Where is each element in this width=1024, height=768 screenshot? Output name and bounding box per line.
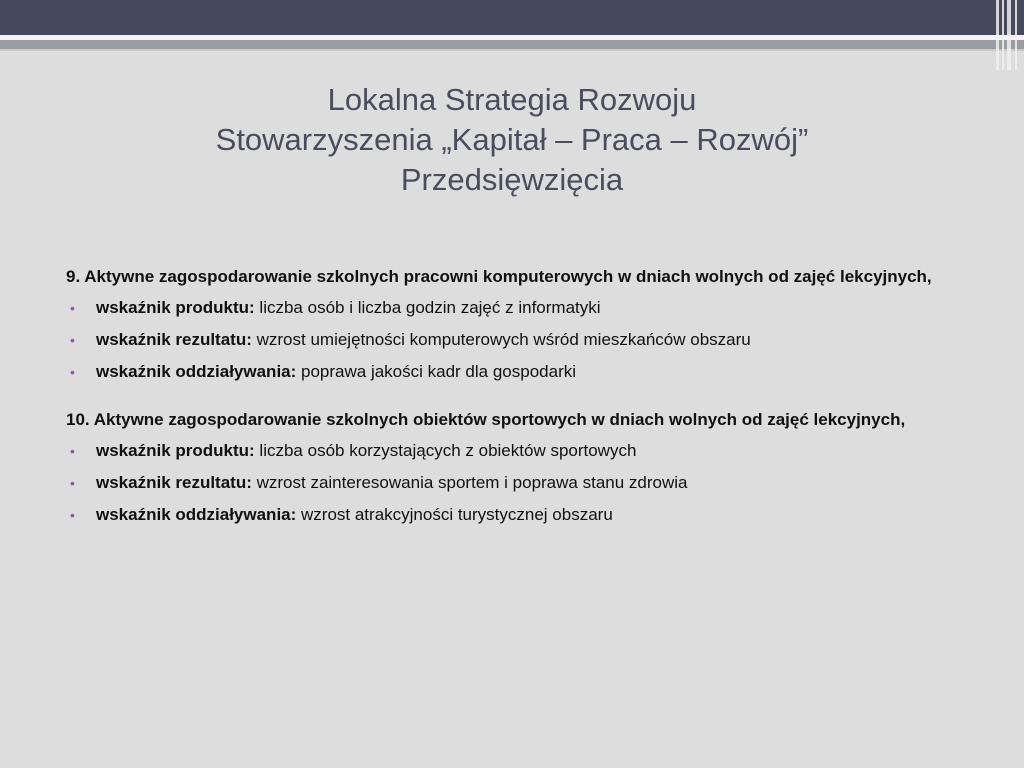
- section-heading-10: 10. Aktywne zagospodarowanie szkolnych obiektów sportowych w dniach wolnych od zajęć lekcyjnych,: [66, 410, 906, 429]
- bullet-label: wskaźnik rezultatu:: [96, 473, 252, 492]
- bullet-text: liczba osób korzystających z obiektów sportowych: [259, 441, 637, 460]
- corner-stripes-decoration: [994, 0, 1024, 70]
- bullet-item: [66, 329, 966, 351]
- bullet-text: liczba osób i liczba godzin zajęć z informatyki: [259, 298, 601, 317]
- bullet-dot-icon: •: [70, 507, 75, 523]
- bullet-text: poprawa jakości kadr dla gospodarki: [301, 362, 577, 381]
- bullet-dot-icon: •: [70, 443, 75, 459]
- bullet-text: wzrost umiejętności komputerowych wśród mieszkańców obszaru: [256, 330, 751, 349]
- bullet-label: wskaźnik oddziaływania:: [96, 362, 297, 381]
- section-heading-9: 9. Aktywne zagospodarowanie szkolnych pracowni komputerowych w dniach wolnych od zajęć lekcyjnych,: [66, 267, 932, 286]
- bullet-label: wskaźnik produktu:: [96, 298, 255, 317]
- bullet-label: wskaźnik produktu:: [96, 441, 255, 460]
- bullet-label: wskaźnik oddziaływania:: [96, 505, 297, 524]
- bullet-text: wzrost zainteresowania sportem i poprawa stanu zdrowia: [256, 473, 688, 492]
- bullet-item: [66, 472, 966, 494]
- bullet-dot-icon: •: [70, 475, 75, 491]
- bullet-dot-icon: •: [70, 300, 75, 316]
- header-divider-gray: [0, 40, 1024, 49]
- title-line-2: Stowarzyszenia „Kapitał – Praca – Rozwój”: [215, 122, 809, 157]
- header-bar: [0, 0, 1024, 35]
- header-divider-thin: [0, 49, 1024, 51]
- bullet-item: [66, 297, 966, 319]
- bullet-text: wzrost atrakcyjności turystycznej obszaru: [301, 505, 613, 524]
- title-line-3: Przedsięwzięcia: [400, 162, 624, 197]
- slide-content: [66, 266, 966, 536]
- slide-title: [0, 80, 1024, 200]
- bullet-dot-icon: •: [70, 364, 75, 380]
- bullet-item: [66, 361, 966, 383]
- title-line-1: Lokalna Strategia Rozwoju: [327, 82, 697, 117]
- bullet-item: [66, 440, 966, 462]
- bullet-dot-icon: •: [70, 332, 75, 348]
- bullet-label: wskaźnik rezultatu:: [96, 330, 252, 349]
- bullet-item: [66, 504, 966, 526]
